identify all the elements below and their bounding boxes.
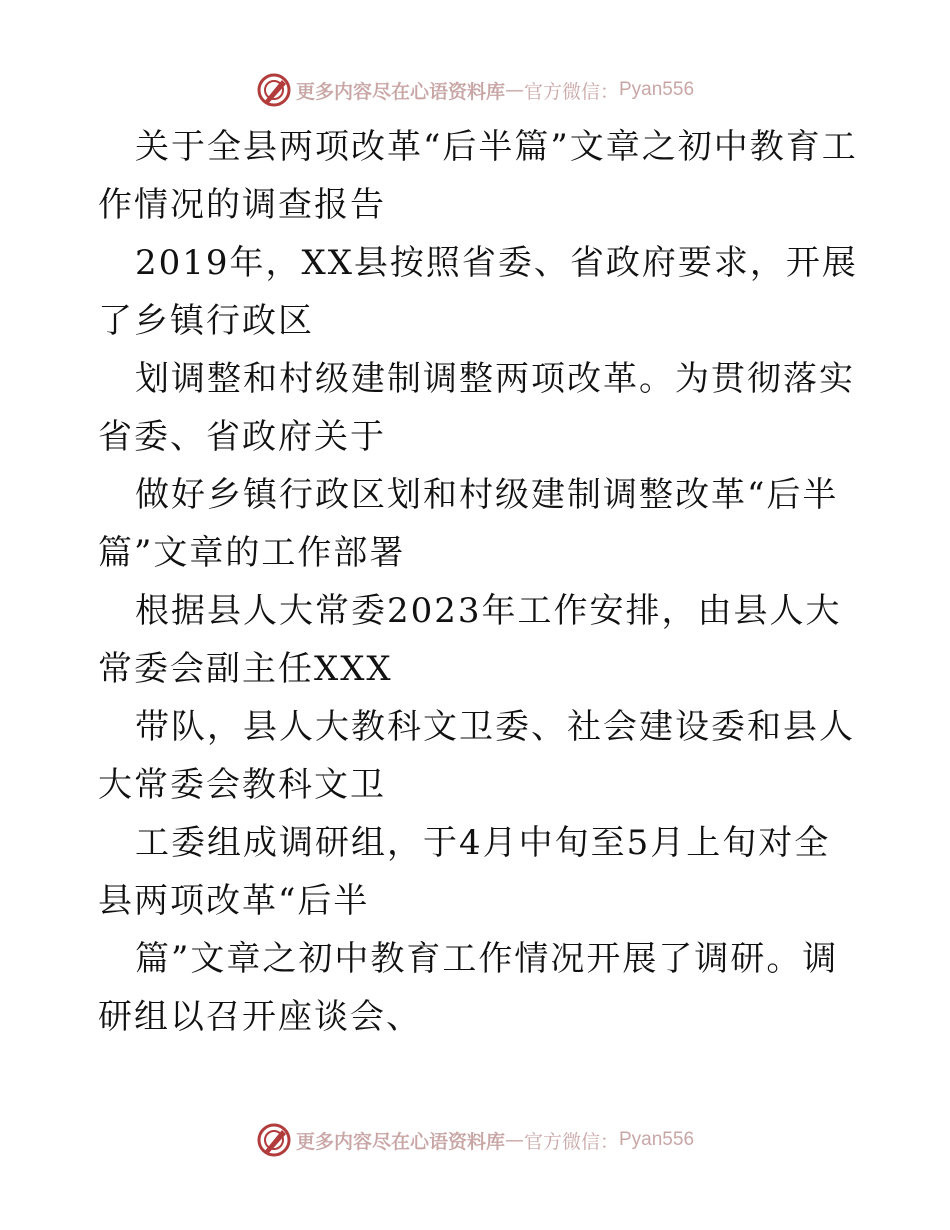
watermark-separator: — — [504, 79, 524, 101]
watermark-footer — [0, 1120, 950, 1160]
doc-paragraph: 根据县人大常委2023年工作安排，由县人大常委会副主任XXX — [98, 591, 842, 689]
watermark-brand: 更多内容尽在心语资料库 — [295, 80, 505, 103]
doc-paragraph: 工委组成调研组，于4月中旬至5月上旬对全县两项改革“后半 — [98, 823, 831, 921]
doc-paragraph: 做好乡镇行政区划和村级建制调整改革“后半篇”文章的工作部署 — [98, 475, 839, 573]
watermark-brand: 更多内容尽在心语资料库 — [295, 1130, 505, 1153]
doc-paragraph: 带队，县人大教科文卫委、社会建设委和县人大常委会教科文卫 — [98, 707, 855, 805]
pen-logo-icon — [256, 1122, 292, 1158]
watermark-wechat-id: Pyan556 — [619, 79, 695, 100]
watermark-header — [0, 70, 950, 110]
document-body — [98, 118, 858, 1046]
watermark-wechat-label: 官方微信： — [523, 1130, 619, 1153]
watermark-separator: — — [504, 1129, 524, 1151]
doc-paragraph: 篇”文章之初中教育工作情况开展了调研。调研组以召开座谈会、 — [98, 939, 839, 1037]
pen-logo-icon — [256, 72, 292, 108]
watermark-wechat-id: Pyan556 — [619, 1129, 695, 1150]
doc-paragraph: 2019年，XX县按照省委、省政府要求，开展了乡镇行政区 — [98, 243, 858, 341]
watermark-wechat-label: 官方微信： — [523, 80, 619, 103]
doc-title: 关于全县两项改革“后半篇”文章之初中教育工作情况的调查报告 — [98, 127, 858, 225]
doc-paragraph: 划调整和村级建制调整两项改革。为贯彻落实省委、省政府关于 — [98, 359, 855, 457]
